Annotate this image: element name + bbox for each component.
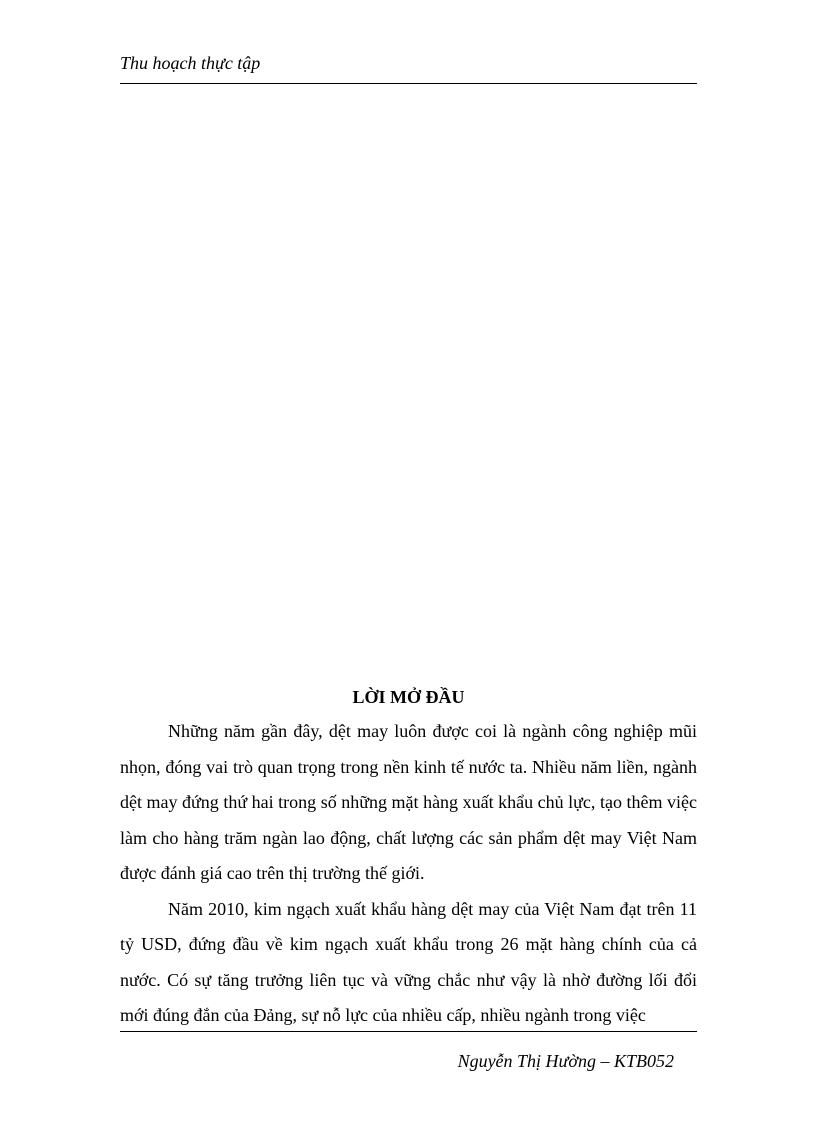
footer-rule bbox=[120, 1031, 697, 1032]
page-header-title: Thu hoạch thực tập bbox=[120, 53, 261, 73]
paragraph-1: Những năm gần đây, dệt may luôn được coi là ngành công nghiệp mũi nhọn, đóng vai trò quan trọng trong nền kinh tế nước ta. Nhiều năm liền, ngành dệt may đứng thứ hai trong số những mặt hàng xuất khẩu chủ lực, tạo thêm việc làm cho hàng trăm ngàn lao động, chất lượng các sản phẩm dệt may Việt Nam được đánh giá cao trên thị trường thế giới. bbox=[120, 721, 697, 883]
section-title: LỜI MỞ ĐẦU bbox=[352, 687, 465, 707]
page-footer-author: Nguyễn Thị Hường – KTB052 bbox=[457, 1051, 674, 1071]
document-body bbox=[120, 680, 697, 1034]
header-rule bbox=[120, 83, 697, 84]
paragraph-2: Năm 2010, kim ngạch xuất khẩu hàng dệt may của Việt Nam đạt trên 11 tỷ USD, đứng đầu về kim ngạch xuất khẩu trong 26 mặt hàng chính của cả nước. Có sự tăng trưởng liên tục và vững chắc như vậy là nhờ đường lối đổi mới đúng đắn của Đảng, sự nỗ lực của nhiều cấp, nhiều ngành trong việc bbox=[120, 898, 697, 1025]
